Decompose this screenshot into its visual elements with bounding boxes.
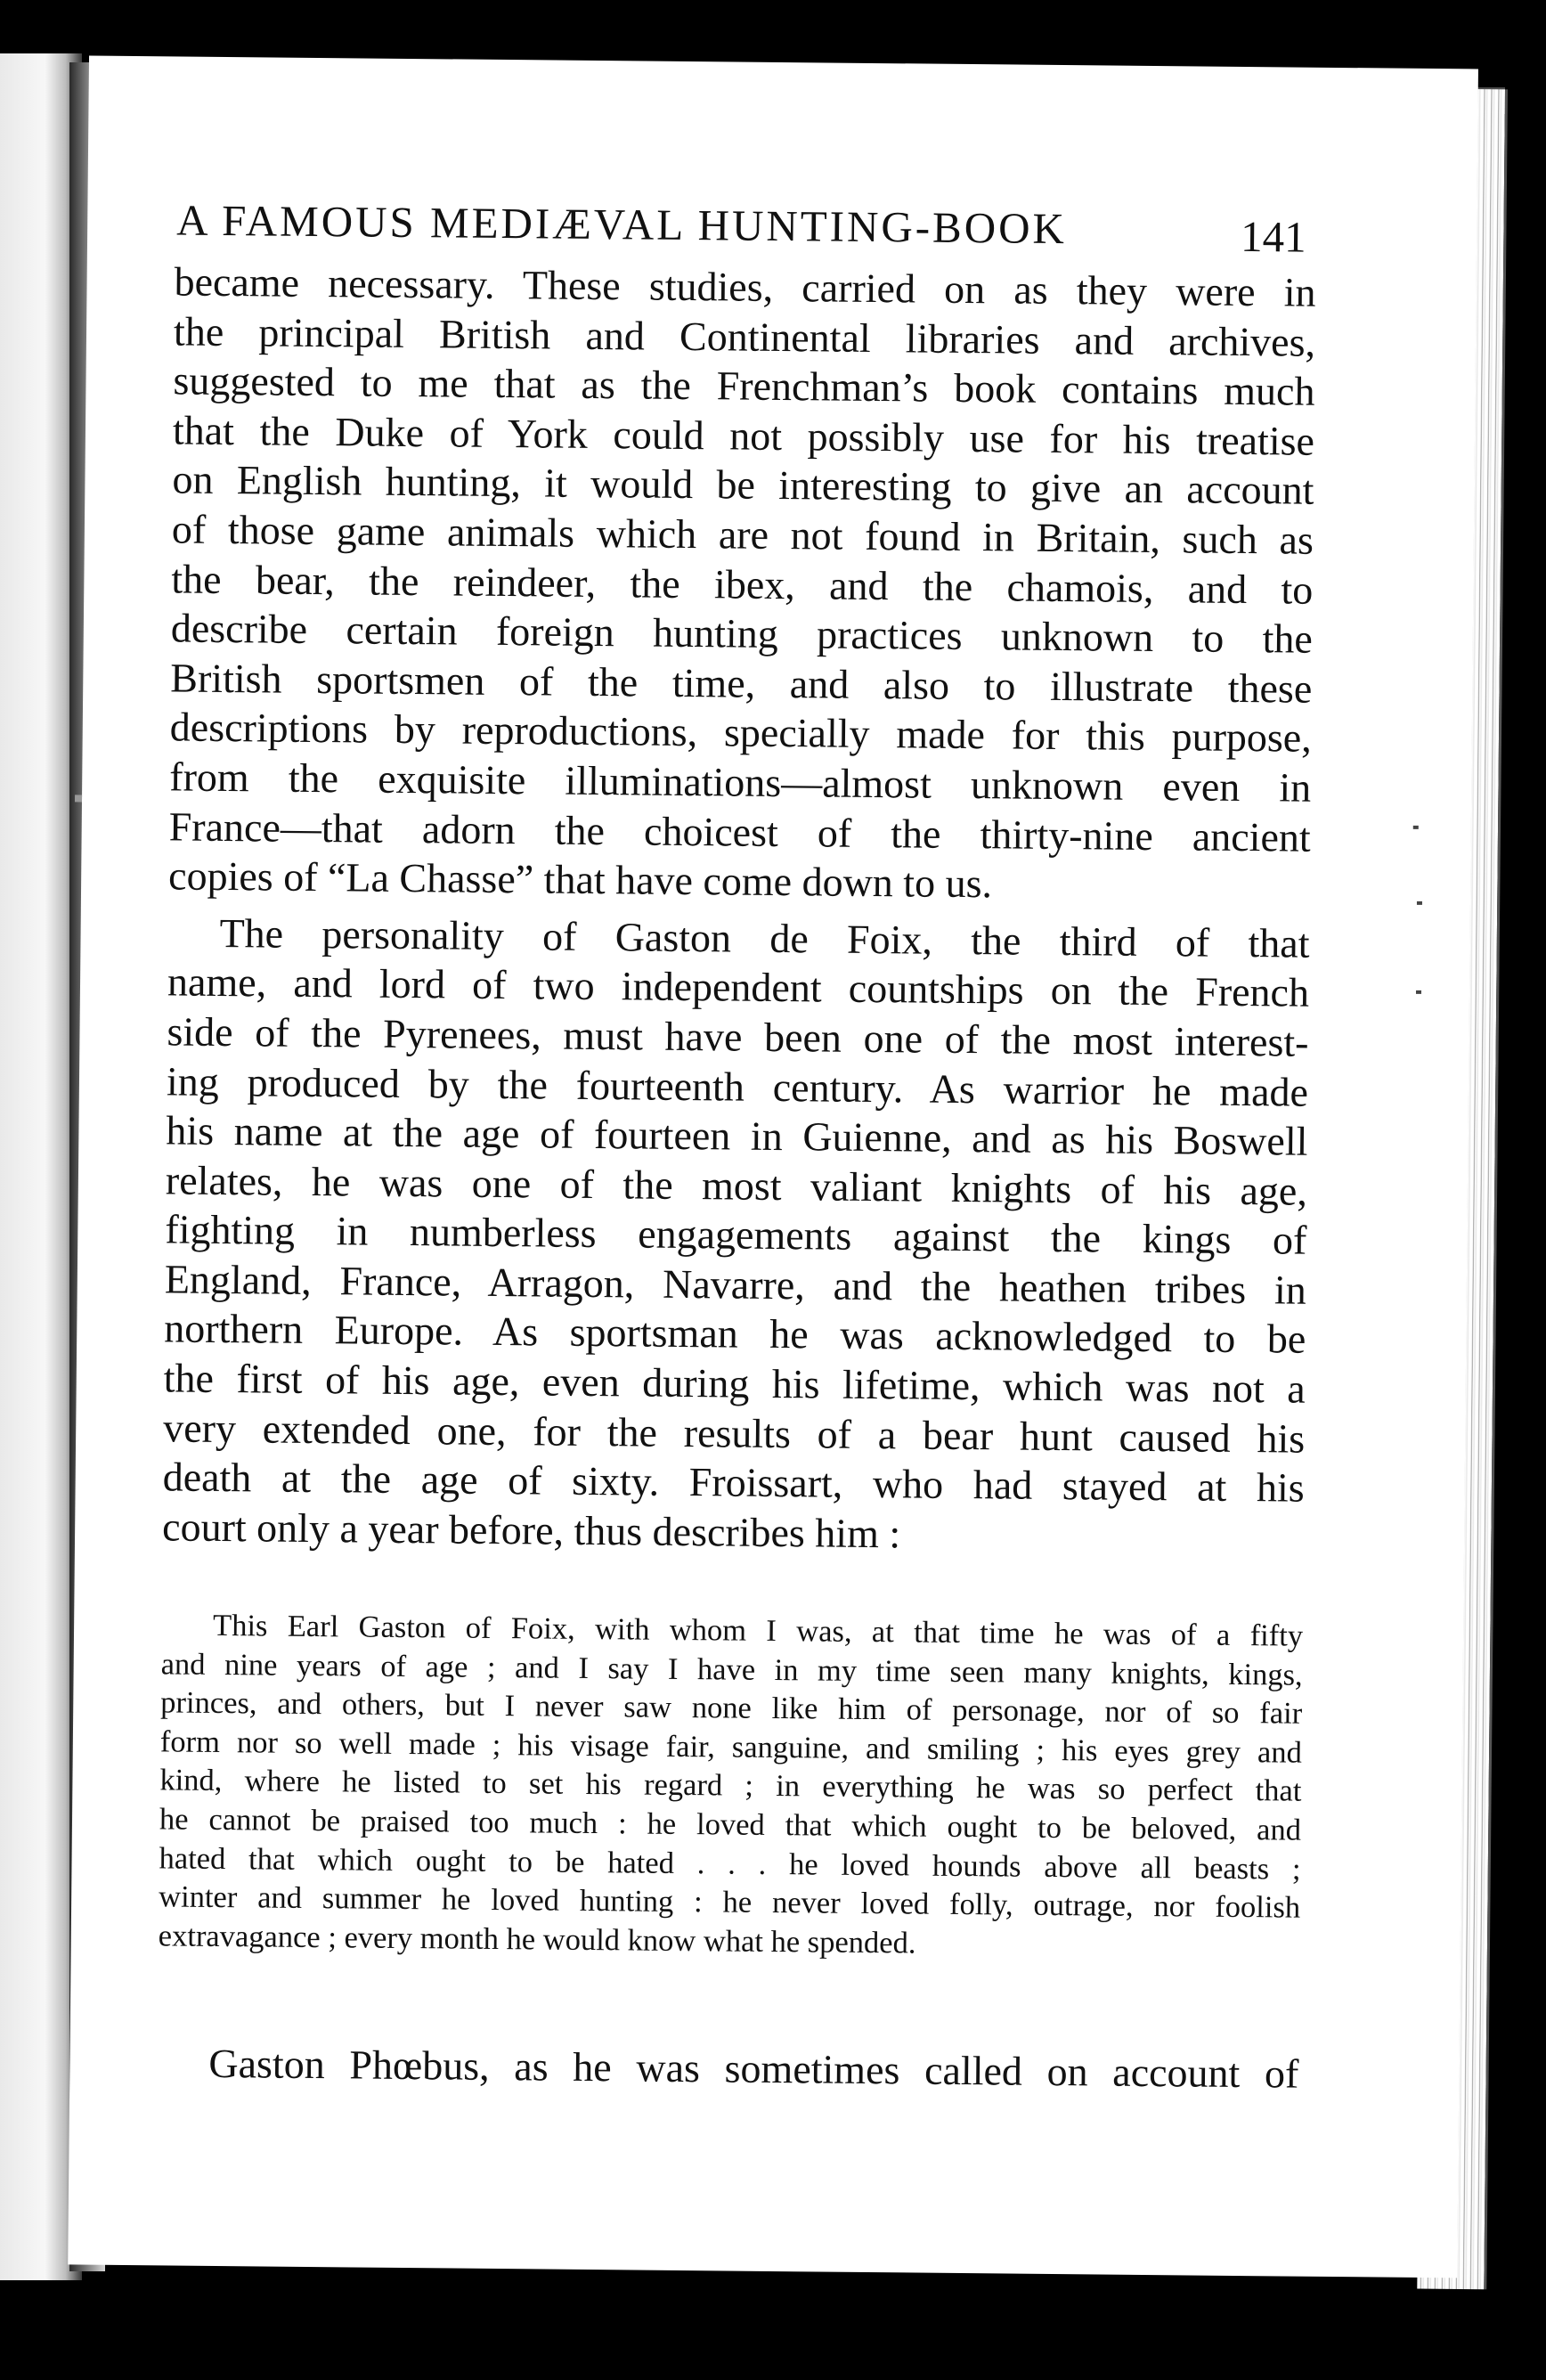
text-line: describe certain foreign hunting practices unknown to the — [170, 605, 1314, 662]
book-page — [68, 56, 1478, 2278]
quote-line: form nor so well made ; his visage fair, sanguine, and smiling ; his eyes grey and — [159, 1724, 1302, 1770]
text-line: descriptions by reproductions, specially made for this purpose, — [169, 704, 1312, 762]
text-line: England, France, Arragon, Navarre, and the heathen tribes in — [164, 1256, 1307, 1313]
quote-line: winter and summer he loved hunting : he never loved folly, outrage, nor foolish — [159, 1879, 1301, 1925]
text-line: Gaston Phœbus, as he was sometimes called on account of — [208, 2040, 1299, 2097]
text-line: became necessary. These studies, carried on as they were in — [174, 258, 1316, 315]
text-line: suggested to me that as the Frenchman’s book contains much — [173, 357, 1315, 414]
paragraph-1 — [168, 257, 1316, 911]
text-line: of those game animals which are not found in Britain, such as — [171, 506, 1314, 563]
text-line: on English hunting, it would be interesting to give an account — [172, 456, 1314, 514]
quote-line: princes, and others, but I never saw none like him of personage, nor of so fair — [160, 1685, 1303, 1731]
text-line: side of the Pyrenees, must have been one of the most interest- — [167, 1008, 1309, 1065]
text-line: France—that adorn the choicest of the thirty-nine ancient — [168, 803, 1311, 860]
text-line: his name at the age of fourteen in Guienne, and as his Boswell — [166, 1107, 1308, 1164]
text-line: the principal British and Continental libraries and archives, — [173, 308, 1316, 365]
page-number: 141 — [1240, 211, 1306, 262]
text-line: relates, he was one of the most valiant knights of his age, — [165, 1157, 1308, 1214]
text-line: fighting in numberless engagements against the kings of — [165, 1206, 1307, 1263]
margin-mark — [75, 795, 82, 802]
margin-mark — [1416, 990, 1421, 994]
quote-line: and nine years of age ; and I say I have in my time seen many knights, kings, — [160, 1646, 1303, 1692]
margin-mark — [1417, 901, 1422, 905]
quote-line: kind, where he listed to set his regard ; in everything he was so perfect that — [159, 1763, 1302, 1809]
running-head: A FAMOUS MEDIÆVAL HUNTING-BOOK — [176, 195, 1068, 254]
text-line: death at the age of sixty. Froissart, who had stayed at his — [162, 1454, 1305, 1511]
quote-line: he cannot be praised too much : he loved that which ought to be beloved, and — [159, 1802, 1302, 1847]
text-line: copies of “La Chasse” that have come down to us. — [167, 852, 993, 907]
text-line: ing produced by the fourteenth century. As warrior he made — [166, 1057, 1309, 1115]
text-line: very extended one, for the results of a bear hunt caused his — [163, 1405, 1306, 1462]
margin-mark — [1413, 826, 1419, 829]
text-line: the bear, the reindeer, the ibex, and the chamois, and to — [171, 555, 1314, 613]
quote-line: hated that which ought to be hated . . . he loved hounds above all beasts ; — [159, 1840, 1301, 1887]
quote-line: extravagance ; every month he would know what he spended. — [158, 1919, 916, 1960]
closing-paragraph — [157, 2038, 1298, 2099]
text-line: The personality of Gaston de Foix, the third of that — [219, 909, 1310, 966]
body-text — [162, 257, 1316, 1562]
text-line: northern Europe. As sportsman he was acknowledged to be — [164, 1305, 1306, 1363]
text-line: British sportsmen of the time, and also to illustrate these — [170, 655, 1313, 712]
paragraph-2 — [162, 908, 1310, 1562]
quote-line: This Earl Gaston of Foix, with whom I was, at that time he was of a fifty — [212, 1608, 1304, 1653]
text-line: court only a year before, thus describes him : — [161, 1504, 901, 1557]
block-quotation — [159, 1606, 1304, 1967]
text-line: name, and lord of two independent countships on the French — [167, 958, 1310, 1016]
text-line: the first of his age, even during his lifetime, which was not a — [163, 1355, 1306, 1412]
text-line: that the Duke of York could not possibly use for his treatise — [172, 407, 1315, 464]
text-line: from the exquisite illuminations—almost unknown even in — [169, 754, 1312, 811]
